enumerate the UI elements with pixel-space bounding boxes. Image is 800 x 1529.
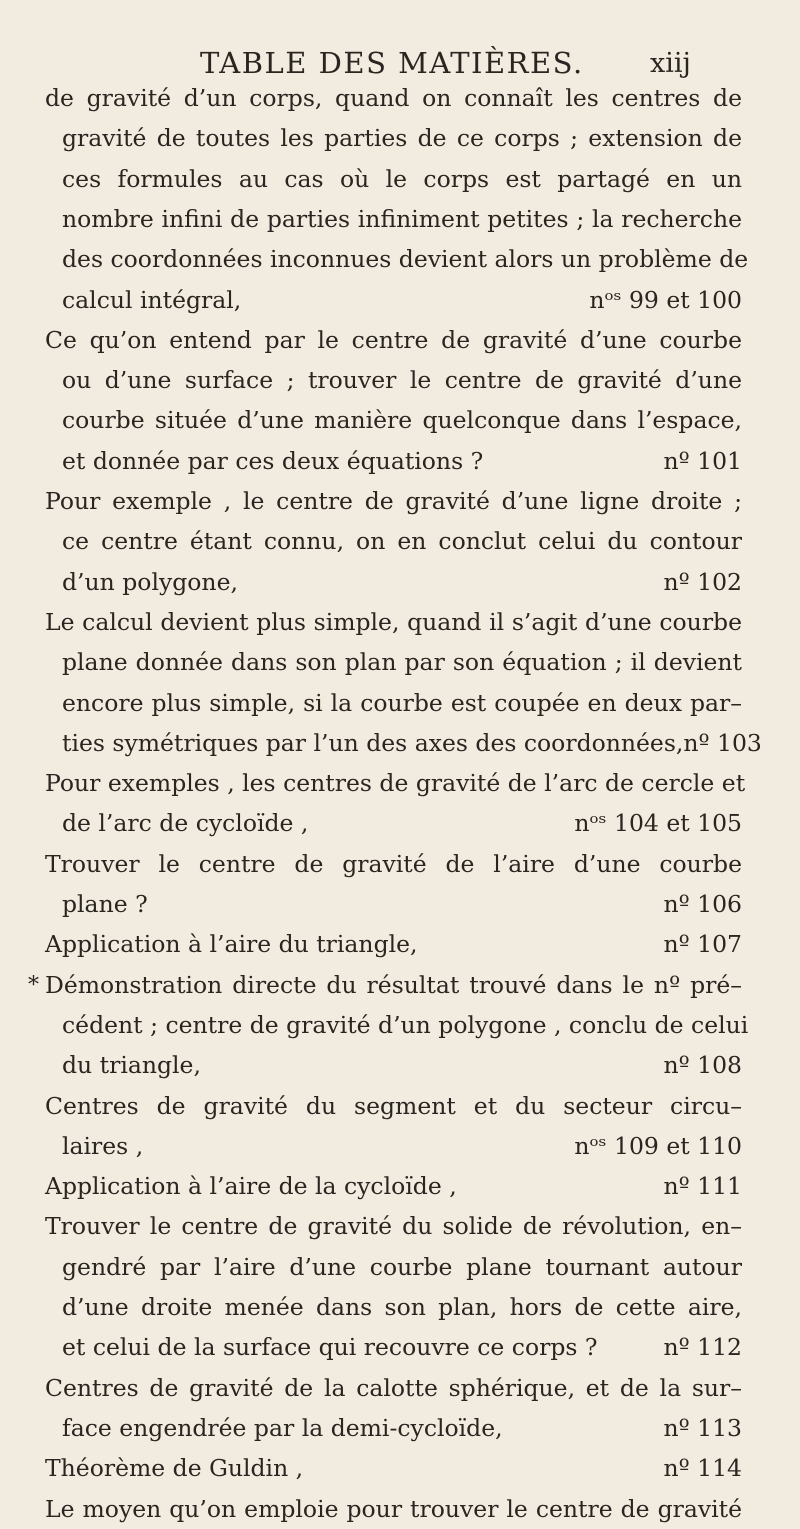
toc-line: Centres de gravité du segment et du secteur circu–	[45, 1091, 742, 1120]
article-reference: nº 108	[663, 1051, 742, 1080]
toc-entry-text: Application à l’aire du triangle,	[45, 930, 418, 959]
toc-line-last	[62, 1408, 742, 1448]
toc-entry-text: Application à l’aire de la cycloïde ,	[45, 1172, 457, 1201]
toc-line-last	[45, 1166, 742, 1206]
toc-line: Trouver le centre de gravité de l’aire d’une courbe	[45, 849, 742, 878]
toc-line-last	[62, 803, 742, 843]
toc-entry-text: d’un polygone,	[62, 567, 238, 596]
toc-entry-text: face engendrée par la demi-cycloïde,	[62, 1413, 503, 1442]
toc-line: ou d’une surface ; trouver le centre de gravité d’une	[62, 366, 742, 395]
article-reference: nᵒˢ 109 et 110	[574, 1131, 742, 1160]
article-reference: nº 112	[663, 1333, 742, 1362]
toc-entry-text: plane ?	[62, 890, 148, 918]
toc-line: ce centre étant connu, on en conclut celui du contour	[62, 527, 742, 556]
article-reference: nº 113	[663, 1413, 742, 1442]
article-reference: nº 101	[663, 446, 742, 475]
article-reference: nº 107	[663, 930, 742, 959]
toc-line: courbe située d’une manière quelconque dans l’espace,	[62, 406, 742, 435]
toc-line: cédent ; centre de gravité d’un polygone , conclu de celui	[62, 1010, 749, 1039]
article-reference: nᵒˢ 104 et 105	[574, 809, 742, 838]
toc-entry-text: laires ,	[62, 1131, 144, 1160]
toc-line: encore plus simple, si la courbe est coupée en deux par–	[62, 688, 742, 717]
toc-line-last	[62, 723, 762, 763]
toc-entry-text: et donnée par ces deux équations ?	[62, 446, 484, 475]
article-reference: nº 111	[663, 1172, 742, 1201]
toc-entry-text: calcul intégral,	[62, 285, 242, 314]
toc-entry-text: Théorème de Guldin ,	[45, 1454, 304, 1483]
toc-line-last	[62, 1045, 742, 1085]
toc-line: gendré par l’aire d’une courbe plane tournant autour	[62, 1252, 742, 1281]
toc-line: gravité de toutes les parties de ce corps ; extension de	[62, 124, 742, 153]
toc-line: Pour exemples , les centres de gravité de l’arc de cercle et	[45, 769, 746, 798]
toc-entry-text: de l’arc de cycloïde ,	[62, 809, 309, 838]
toc-line: Le calcul devient plus simple, quand il s’agit d’une courbe	[45, 607, 742, 636]
toc-line: Trouver le centre de gravité du solide de révolution, en–	[45, 1212, 742, 1241]
toc-line-last	[62, 1126, 742, 1166]
article-reference: nº 106	[663, 890, 742, 918]
toc-line-last	[62, 441, 742, 481]
toc-line-last	[62, 884, 742, 924]
toc-line-last	[62, 280, 742, 320]
running-title: TABLE DES MATIÈRES.	[200, 46, 584, 80]
toc-line: nombre infini de parties infiniment petites ; la recherche	[62, 204, 742, 233]
toc-entry-text: ties symétriques par l’un des axes des coordonnées,	[62, 728, 684, 757]
toc-line-last	[45, 1448, 742, 1488]
asterisk-mark: *	[28, 972, 39, 998]
toc-line: plane donnée dans son plan par son équation ; il devient	[62, 648, 742, 677]
toc-line: Le moyen qu’on emploie pour trouver le centre de gravité	[45, 1494, 742, 1523]
toc-line: de gravité d’un corps, quand on connaît les centres de	[45, 84, 742, 112]
toc-line: ces formules au cas où le corps est partagé en un	[62, 164, 742, 193]
toc-line-last	[62, 1327, 742, 1367]
article-reference: nº 103	[683, 728, 762, 757]
toc-entry-text: et celui de la surface qui recouvre ce corps ?	[62, 1333, 598, 1362]
toc-line: Démonstration directe du résultat trouvé dans le nº pré–	[45, 970, 742, 999]
toc-line: Centres de gravité de la calotte sphérique, et de la sur–	[45, 1373, 742, 1402]
toc-line-last	[45, 924, 742, 964]
toc-line: des coordonnées inconnues devient alors un problème de	[62, 245, 749, 274]
toc-line-last	[62, 562, 742, 602]
page-number: xiij	[650, 48, 691, 79]
article-reference: nᵒˢ 99 et 100	[589, 285, 742, 314]
article-reference: nº 102	[663, 567, 742, 596]
article-reference: nº 114	[663, 1454, 742, 1483]
toc-line: Ce qu’on entend par le centre de gravité d’une courbe	[45, 325, 742, 354]
toc-entry-text: du triangle,	[62, 1051, 201, 1080]
toc-line: Pour exemple , le centre de gravité d’une ligne droite ;	[45, 487, 742, 515]
toc-line: d’une droite menée dans son plan, hors de cette aire,	[62, 1293, 742, 1321]
